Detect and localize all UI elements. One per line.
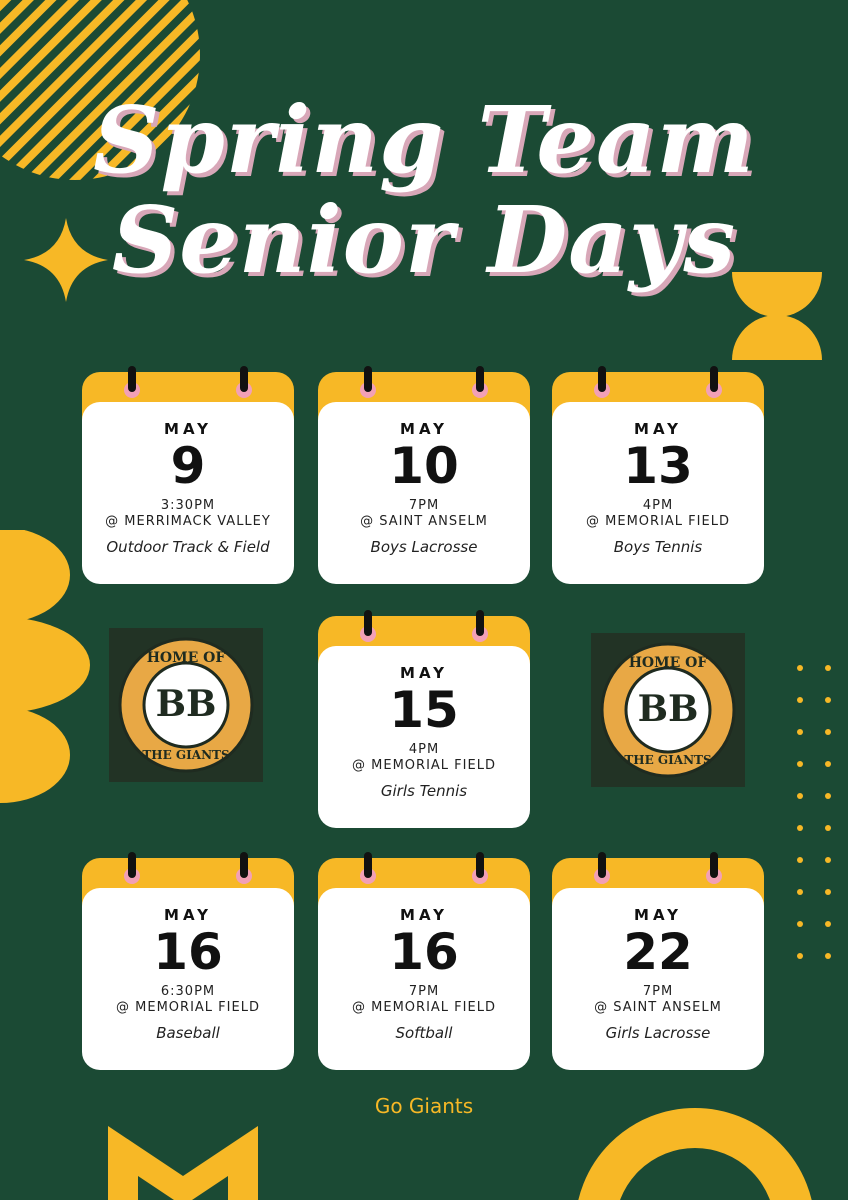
- calendar-card: [82, 858, 294, 1070]
- decorative-dot: [797, 825, 803, 831]
- event-location: @ MEMORIAL FIELD: [116, 1000, 260, 1015]
- decorative-dot: [825, 825, 831, 831]
- title-line-2: Senior Days: [111, 186, 737, 294]
- decorative-dot: [825, 793, 831, 799]
- logo-bottom-text: THE GIANTS: [624, 753, 712, 767]
- binder-ring-icon: [476, 610, 484, 636]
- event-location: @ MEMORIAL FIELD: [352, 758, 496, 773]
- logo-monogram: BB: [637, 688, 699, 730]
- calendar-month: MAY: [400, 906, 448, 924]
- calendar-day: 13: [623, 437, 693, 495]
- binder-ring-icon: [710, 852, 718, 878]
- decorative-dot: [825, 697, 831, 703]
- event-time: 4PM: [408, 742, 440, 757]
- decorative-dot: [797, 921, 803, 927]
- binder-ring-icon: [598, 366, 606, 392]
- event-time: 7PM: [408, 984, 440, 999]
- logo-monogram: BB: [155, 683, 217, 725]
- binder-ring-icon: [364, 366, 372, 392]
- logo-bottom-text: THE GIANTS: [142, 748, 230, 762]
- decorative-dot: [797, 697, 803, 703]
- calendar-card: [552, 858, 764, 1070]
- logo-top-text: HOME OF: [146, 650, 226, 666]
- decorative-dot: [797, 761, 803, 767]
- decorative-dot: [825, 921, 831, 927]
- logo-top-text: HOME OF: [628, 655, 708, 671]
- calendar-month: MAY: [400, 664, 448, 682]
- decorative-dot: [797, 953, 803, 959]
- decorative-dot: [797, 729, 803, 735]
- title-line-1: Spring Team: [93, 86, 755, 194]
- footer-text: Go Giants: [374, 1094, 474, 1118]
- school-seal-icon: [591, 633, 745, 787]
- binder-ring-icon: [710, 366, 718, 392]
- calendar-month: MAY: [634, 420, 682, 438]
- school-seal-icon: [109, 628, 263, 782]
- calendar-month: MAY: [164, 420, 212, 438]
- zigzag-decoration: [108, 1126, 258, 1200]
- decorative-dot: [825, 665, 831, 671]
- binder-ring-icon: [128, 852, 136, 878]
- event-location: @ SAINT ANSELM: [360, 514, 488, 529]
- decorative-dot: [825, 729, 831, 735]
- calendar-card: [318, 616, 530, 828]
- binder-ring-icon: [240, 852, 248, 878]
- event-sport: Baseball: [156, 1024, 220, 1042]
- event-sport: Outdoor Track & Field: [106, 538, 270, 556]
- binder-ring-icon: [128, 366, 136, 392]
- event-location: @ SAINT ANSELM: [594, 1000, 722, 1015]
- ring-decoration: [560, 1108, 848, 1200]
- event-sport: Boys Tennis: [613, 538, 703, 556]
- calendar-day: 22: [623, 923, 693, 981]
- binder-ring-icon: [476, 852, 484, 878]
- calendar-month: MAY: [164, 906, 212, 924]
- calendar-card: [82, 372, 294, 584]
- calendar-card: [318, 372, 530, 584]
- calendar-card: [552, 372, 764, 584]
- event-location: @ MERRIMACK VALLEY: [105, 514, 271, 529]
- event-sport: Girls Lacrosse: [605, 1024, 711, 1042]
- dot-grid-decoration: [790, 660, 840, 980]
- event-location: @ MEMORIAL FIELD: [352, 1000, 496, 1015]
- binder-ring-icon: [364, 610, 372, 636]
- event-sport: Softball: [395, 1024, 453, 1042]
- calendar-month: MAY: [400, 420, 448, 438]
- calendar-day: 9: [170, 437, 206, 495]
- event-time: 6:30PM: [160, 984, 216, 999]
- decorative-dot: [797, 793, 803, 799]
- event-sport: Girls Tennis: [380, 782, 468, 800]
- event-time: 7PM: [642, 984, 674, 999]
- event-time: 3:30PM: [160, 498, 216, 513]
- decorative-dot: [797, 857, 803, 863]
- decorative-dot: [825, 889, 831, 895]
- binder-ring-icon: [240, 366, 248, 392]
- decorative-dot: [825, 857, 831, 863]
- event-sport: Boys Lacrosse: [370, 538, 478, 556]
- decorative-dot: [797, 665, 803, 671]
- calendar-month: MAY: [634, 906, 682, 924]
- event-time: 4PM: [642, 498, 674, 513]
- page-title: [0, 86, 848, 294]
- decorative-dot: [825, 953, 831, 959]
- calendar-card: [318, 858, 530, 1070]
- calendar-day: 16: [153, 923, 223, 981]
- binder-ring-icon: [476, 366, 484, 392]
- calendar-day: 15: [389, 681, 459, 739]
- event-time: 7PM: [408, 498, 440, 513]
- calendar-day: 10: [389, 437, 459, 495]
- decorative-dot: [797, 889, 803, 895]
- binder-ring-icon: [598, 852, 606, 878]
- binder-ring-icon: [364, 852, 372, 878]
- event-location: @ MEMORIAL FIELD: [586, 514, 730, 529]
- decorative-dot: [825, 761, 831, 767]
- calendar-day: 16: [389, 923, 459, 981]
